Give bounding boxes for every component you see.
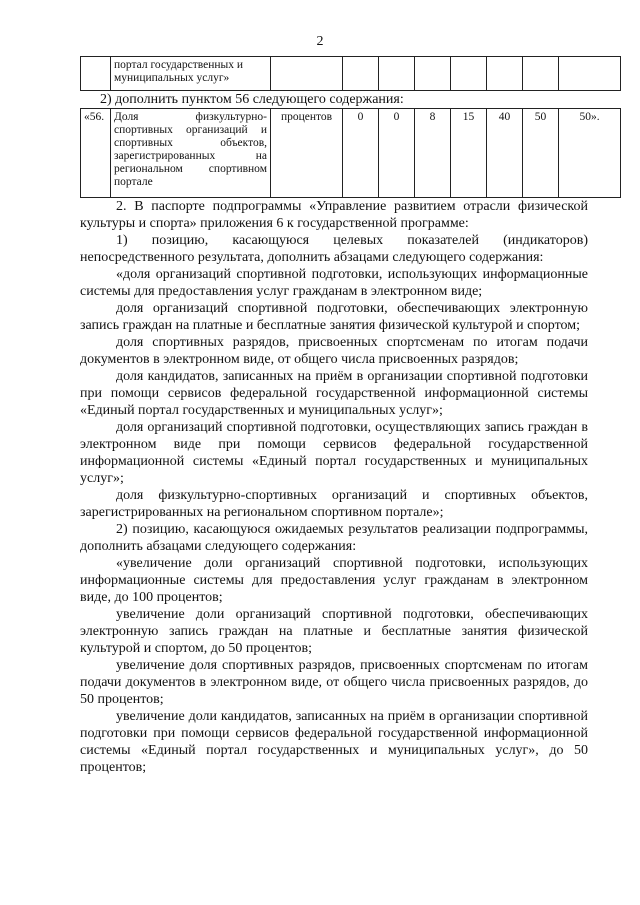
- table-cell: [415, 57, 451, 91]
- table-cell: [451, 57, 487, 91]
- paragraph: увеличение доли организаций спортивной подготовки, обеспечивающих электронную запись граждан на платные и бесплатные занятия физической культурой и спортом, до 50 процентов;: [80, 607, 588, 656]
- paragraph: «увеличение доли организаций спортивной подготовки, использующих информационные системы для предоставления услуг гражданам в электронном виде, до 100 процентов;: [80, 556, 588, 605]
- table-cell: [379, 57, 415, 91]
- table-cell: [487, 57, 523, 91]
- paragraph: увеличение доля спортивных разрядов, присвоенных спортсменам по итогам подачи документов в электронном виде, от общего числа присвоенных разрядов, до 50 процентов;: [80, 658, 588, 707]
- row-value: 15: [451, 109, 487, 198]
- paragraph: доля спортивных разрядов, присвоенных спортсменам по итогам подачи документов в электронном виде, от общего числа присвоенных разрядов;: [80, 335, 588, 367]
- paragraph: доля физкультурно-спортивных организаций и спортивных объектов, зарегистрированных на региональном спортивном портале»;: [80, 488, 588, 520]
- row-value: 40: [487, 109, 523, 198]
- paragraph: доля организаций спортивной подготовки, осуществляющих запись граждан в электронном виде при помощи сервисов федеральной государственной информационной системы «Единый портал государственных и муниципальных услуг»;: [80, 420, 588, 486]
- table-continuation: [80, 56, 621, 91]
- intro-line: 2) дополнить пунктом 56 следующего содержания:: [100, 92, 404, 107]
- row-value: 8: [415, 109, 451, 198]
- row-value: 50: [523, 109, 559, 198]
- table-cell: [559, 57, 621, 91]
- row-value: 0: [343, 109, 379, 198]
- table-cell: [343, 57, 379, 91]
- table-cell: [523, 57, 559, 91]
- row-value: 0: [379, 109, 415, 198]
- table-new-row: [80, 108, 621, 198]
- paragraph: 2) позицию, касающуюся ожидаемых результатов реализации подпрограммы, дополнить абзацами следующего содержания:: [80, 522, 588, 554]
- row-unit: процентов: [271, 109, 343, 198]
- page-number: 2: [316, 34, 324, 49]
- row-number: «56.: [81, 109, 111, 198]
- row-name: Доля физкультурно-спортивных организаций и спортивных объектов, зарегистрированных на региональном спортивном портале: [111, 109, 271, 198]
- paragraph: «доля организаций спортивной подготовки, использующих информационные системы для предоставления услуг гражданам в электронном виде;: [80, 267, 588, 299]
- paragraph: доля организаций спортивной подготовки, обеспечивающих электронную запись граждан на платные и бесплатные занятия физической культурой и спортом;: [80, 301, 588, 333]
- table-row: [81, 109, 621, 198]
- table-cell: [271, 57, 343, 91]
- document-body: [80, 198, 588, 776]
- row-value: 50».: [559, 109, 621, 198]
- table-cell-name: портал государственных и муниципальных услуг»: [111, 57, 271, 91]
- paragraph: доля кандидатов, записанных на приём в организации спортивной подготовки при помощи сервисов федеральной государственной информационной системы «Единый портал государственных и муниципальных услуг»;: [80, 369, 588, 418]
- table-row: [81, 57, 621, 91]
- paragraph: 2. В паспорте подпрограммы «Управление развитием отрасли физической культуры и спорта» приложения 6 к государственной программе:: [80, 199, 588, 231]
- paragraph: 1) позицию, касающуюся целевых показателей (индикаторов) непосредственного результата, дополнить абзацами следующего содержания:: [80, 233, 588, 265]
- paragraph: увеличение доли кандидатов, записанных на приём в организации спортивной подготовки при помощи сервисов федеральной государственной информационной системы «Единый портал государственных и муниципальных услуг», до 50 процентов;: [80, 709, 588, 775]
- table-cell: [81, 57, 111, 91]
